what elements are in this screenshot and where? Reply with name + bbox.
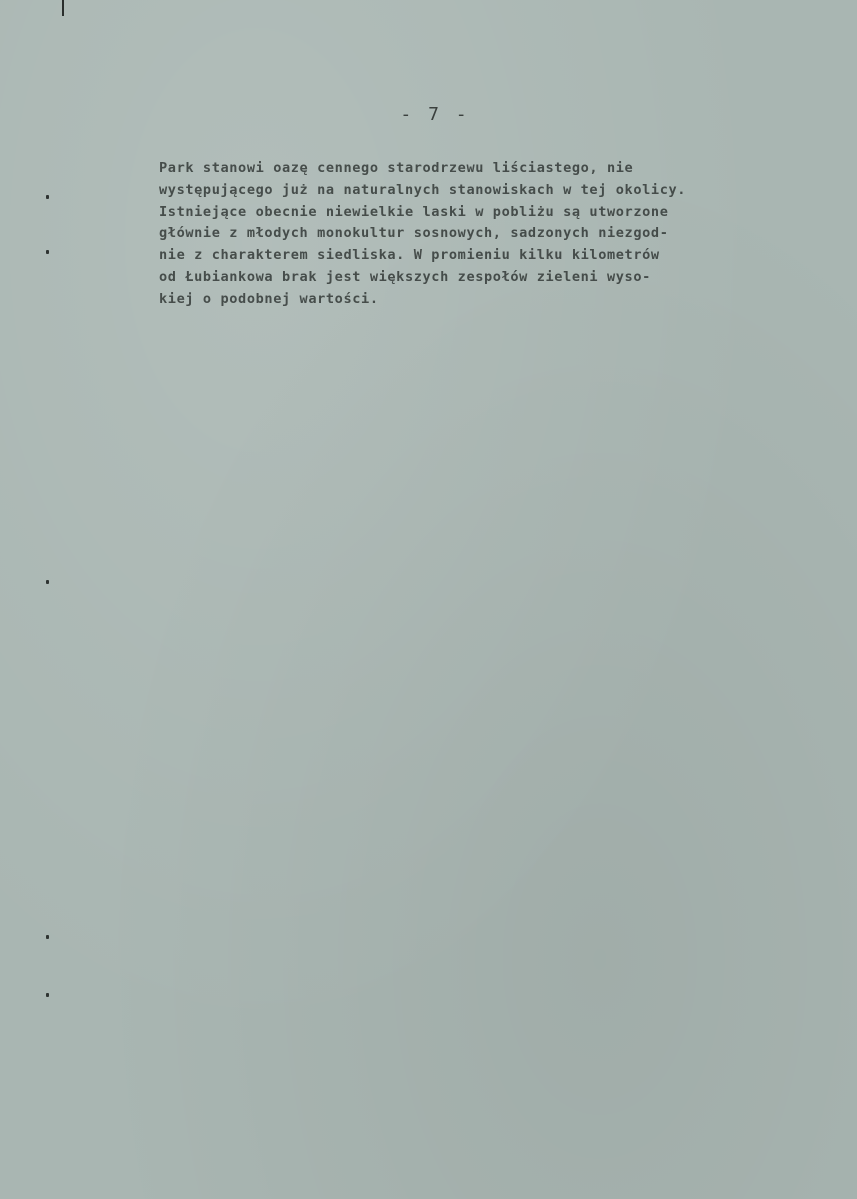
text-line: od Łubiankowa brak jest większych zespołów zieleni wyso- [159,268,651,285]
text-line: występującego już na naturalnych stanowiskach w tej okolicy. [159,181,687,198]
body-paragraph [159,158,799,311]
page-number: - 7 - [400,104,470,125]
binder-hole-mark [46,993,49,997]
text-line: nie z charakterem siedliska. W promieniu kilku kilometrów [159,247,660,264]
edge-mark [62,0,64,16]
text-line: kiej o podobnej wartości. [159,290,379,307]
binder-hole-mark [46,195,49,199]
binder-hole-mark [46,935,49,939]
binder-hole-mark [46,580,49,584]
text-line: Park stanowi oazę cennego starodrzewu liściastego, nie [159,160,634,176]
text-line: głównie z młodych monokultur sosnowych, sadzonych niezgod- [159,225,669,242]
text-line: Istniejące obecnie niewielkie laski w pobliżu są utworzone [159,203,669,220]
binder-hole-mark [46,250,49,254]
